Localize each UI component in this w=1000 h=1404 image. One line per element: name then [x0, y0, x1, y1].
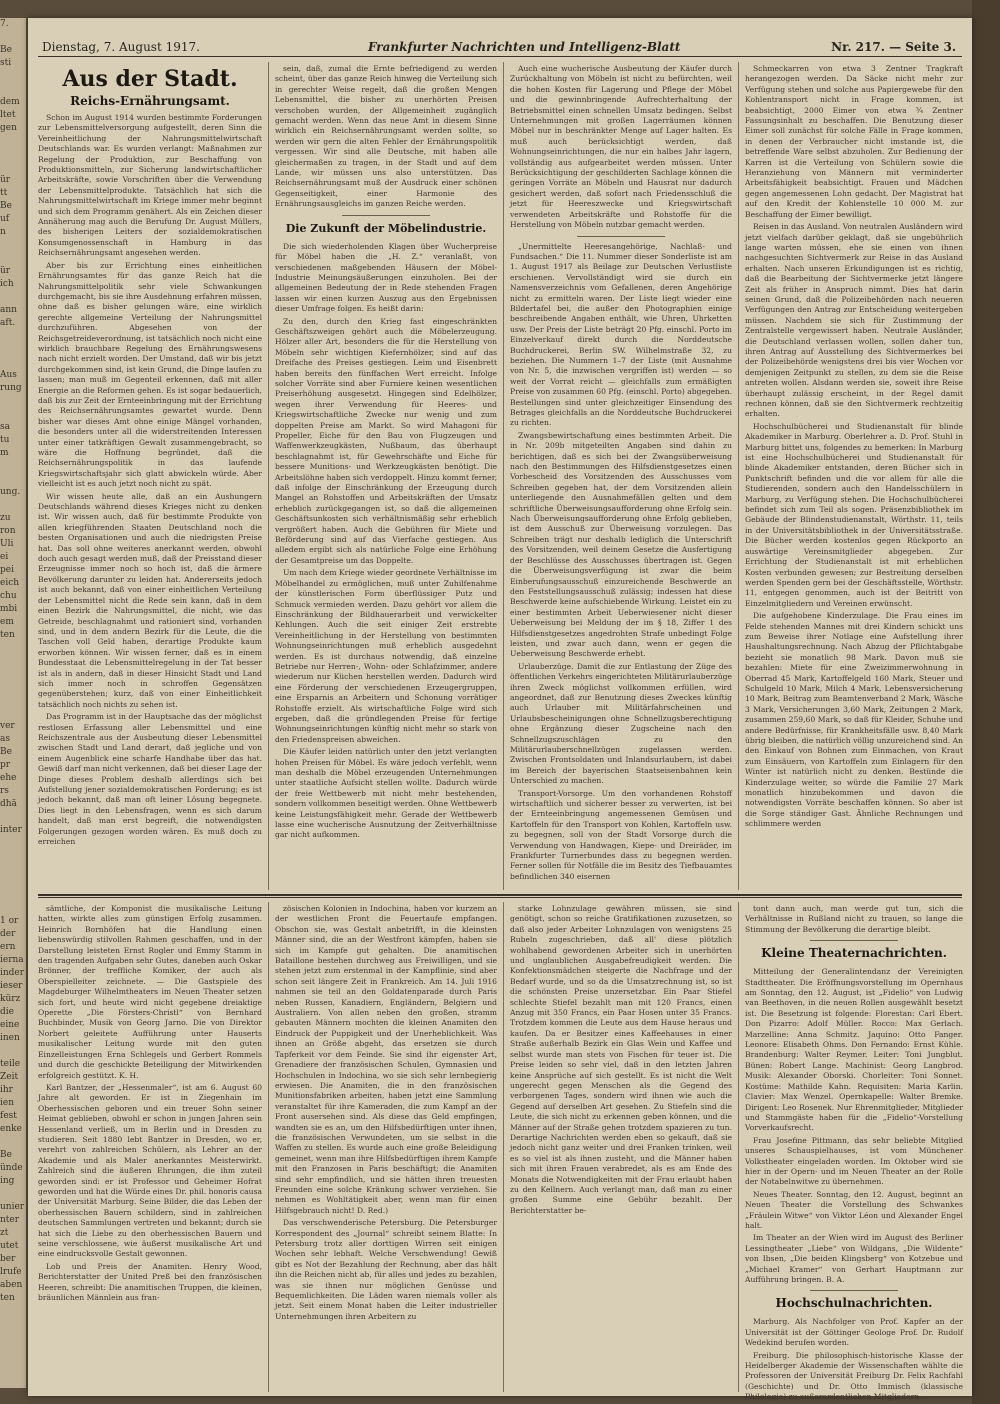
adjacent-page-fragment: ten [0, 630, 15, 640]
adjacent-page-fragment: em [0, 617, 14, 627]
article-paragraph: Die Käufer leiden natürlich unter den jetzt verlangten hohen Preisen für Möbel. Es wäre jedoch verfehlt, wenn man deshalb die Möbel erzeugenden Unternehmungen unter staatliche Aufsicht stellen wollte. Dadurch würde der freie Wettbewerb mit nicht mehr bestehenden, sondern vollkommen beseitigt werden. Ohne Wettbewerb keine Leistungsfähigkeit mehr. Gerade der Wettbewerb lasse eine wucherische Ausnutzung der Zeitverhältnisse gar nicht aufkommen. [275, 747, 497, 840]
adjacent-page-fragment [0, 642, 26, 655]
adjacent-page-fragment: dhä [0, 799, 17, 809]
article-paragraph: Frau Josefine Pittmann, das sehr beliebte Mitglied unseres Schauspielhauses, ist vom Münchener Volkstheater eingeladen worden. Im Oktober wird sie hier in der Opern- und im Neuen Theater an der Rolle der Notabelnwitwe zu übernehmen. [745, 1135, 963, 1187]
column-rule [268, 902, 269, 1392]
adjacent-page-fragment: uf [0, 214, 10, 224]
adjacent-page-fragment: pr [0, 760, 11, 770]
adjacent-page-fragment: sa [0, 422, 10, 432]
adjacent-page-fragment: aft. [0, 318, 16, 328]
adjacent-page-fragment: inen [0, 1033, 20, 1043]
article-paragraph: Reisen in das Ausland. Von neutralen Ausländern wird jetzt vielfach darüber geklagt, daß sie ungebührlich lange warten müssen, ehe sie einen von ihnen nachgesuchten Sichtvermerk zur Reise in das Ausland erhalten. Nach unseren Erkundigungen ist es richtig, daß die Bearbeitung der Sichtvermerke jetzt längere Zeit als früher in Anspruch nimmt. Dies hat darin seinen Grund, daß die Polizeibehörden nach neueren Verfügungen den Antrag zur Entscheidung weitergeben müssen. Nachdem sie sich für Zustimmung der Zentralstelle vergewissert haben. Neutrale Ausländer, die Deutschland verlassen wollen, sollen daher tun, ihren Antrag auf Ausstellung des Sichtvermerkes bei der Polizeibehörde wenigstens drei bis vier Wochen vor demjenigen Zeitpunkt zu stellen, zu dem sie die Reise antreten wollen. Alsdann werden sie, soweit ihre Reise überhaupt zulässig erscheint, in der Regel damit rechnen können, daß sie den Sichtvermerk rechtzeitig erhalten. [745, 222, 963, 419]
adjacent-page-fragment [0, 31, 26, 44]
adjacent-page-fragment: ltet [0, 110, 16, 120]
article-paragraph: Um nach dem Kriege wieder geordnete Verhältnisse im Möbelhandel zu ermöglichen, muß unter Zuhilfenahme der künstlerischen Form überflüssiger Putz und Schmuck vermieden werden. Dazu gehört vor allem die Einschränkung der Bildhauerarbeit und verwickelter Kehlungen. Auch die seit einiger Zeit erstrebte Vereinheitlichung in der Herstellung von bestimmten Wohnungseinrichtungen muß erheblich ausgedehnt werden. Es ist durchaus notwendig, daß einzelne Betriebe nur Herren-, Wohn- oder Schlafzimmer, andere wiederum nur Küchen herstellen werden. Dadurch wird eine Förderung der verschiedenen Erzeugergruppen, eine Ersparnis an Arbeitern und Schonung vorrätiger Rohstoffe erzielt. Als wirtschaftliche Folge wird sich ergeben, daß die gründlegenden Preise für fertige Wohnungseinrichtungen künftig nicht mehr so stark von den Friedenspreisen abweichen. [275, 568, 497, 744]
adjacent-page-fragment: lrufe [0, 1267, 22, 1277]
adjacent-page-fragment [0, 239, 26, 252]
section-title-aus-der-stadt: Aus der Stadt. [62, 66, 238, 92]
article-paragraph: Transport-Vorsorge. Um den vorhandenen Rohstoff wirtschaftlich und sicherer besser zu verwerten, ist bei der Ernteeinbringung angemessenen Gemüsen und Kartoffeln für den Transport von Kohlen, Kartoffeln usw. zu begegnen, soll von der Stadt Vorsorge durch die Verwendung von Handwagen, Kiepe- und Dreiräder, im Frankfurter Turnerbundes dass zu begegnen werden. Ferner sollen für Notfälle die im Besitz des Tiefbauamtes befindlichen 340 eisernen [510, 788, 732, 881]
column-rule [268, 62, 269, 890]
adjacent-page-fragment: 1 or [0, 916, 19, 926]
adjacent-page-fragment [0, 343, 26, 356]
adjacent-page-fragment: ür [0, 266, 11, 276]
adjacent-page-fragment [0, 863, 26, 876]
adjacent-page-fragment: eine [0, 1020, 20, 1030]
adjacent-page-fragment: Be [0, 747, 12, 757]
adjacent-page-fragment [0, 499, 26, 512]
adjacent-page-strip [0, 18, 26, 1388]
article-separator [810, 940, 897, 941]
adjacent-page-fragment: ber [0, 1254, 16, 1264]
adjacent-page-fragment: ei [0, 552, 9, 562]
article-title-reichs-ernaehrungsamt: Reichs-Ernährungsamt. [70, 94, 230, 108]
article-paragraph: Das Programm ist in der Hauptsache das der möglichst restlosen Erfassung aller Lebensmittel und eine Reichszentrale aus der Ausbeutung dieser Lebensmittel zwischen Stadt und Land derart, daß jegliche und von einem Augenblick eine scharfe Handhabe über das hat. Gewiß darf man nicht verkennen, daß bei dieser Lage der Dinge dieses Problem deshalb allerdings sich bei Aufstellung jener sozialdemokratischen Forderung; es ist jedoch bekannt, daß man oft leiner Lösung begegnete. Dies liegt in den Lebensfragen, wenn es sich darum handelt, daß man erst begreift, die notwendigsten Folgerungen gezogen worden wären. Es muß doch zu erreichen [38, 712, 262, 847]
adjacent-page-fragment: utet [0, 1241, 19, 1251]
adjacent-page-fragment [0, 291, 26, 304]
adjacent-page-fragment: rs [0, 786, 9, 796]
article-paragraph: Mitteilung der Generalintendanz der Vereinigten Stadttheater. Die Eröffnungsvorstellung im Opernhaus am Sonntag, den 12. August, ist „Fidelio“ von Ludwig van Beethoven, in die neuen Rollen ausgewählt besetzt ist. Die Besetzung ist folgende: Florestan: Carl Ebert. Don Pizarro: Adolf Müller. Rocco: Max Gerlach. Marzelline: Anna Schmitz. Jaquino: Otto Fanger. Leonore: Elisabeth Ohms. Don Fernando: Ernst Kühle. Brandenburg: Walter Reymer. Leiter: Toni Jungblut. Bünen: Robert Lange. Machinist: Georg Langbrod. Musik: Alexander Oborski. Chorleiter: Toni Sonnet. Kostüme: Mathilde Kahn. Requisiten: Maria Karlin. Clavier: Max Wenzel. Opernkapelle: Walter Bremke. Dirigent: Leo Rosenek. Nur Ehrenmitglieder, Mitglieder und Stammgäste haben für die „Fidelio“-Vorstellung Vorverkaufsrecht. [745, 967, 963, 1133]
article-paragraph: Das verschwenderische Petersburg. Die Petersburger Korrespondent des „Journal“ schreibt seinem Blatte: In Petersburg trotz aller dorttigen Wirren seit einigen Wochen sehr lebhaft. Welche Verschwendung! Gewiß gibt es Not der Bezahlung der Rechnung, aber das hält ihn die Reichen nicht ab, für alles und jedes zu bezahlen, was sie ihnen nur möglichen Genüsse und Bequemlichkeiten. Die Läden waren niemals voller als jetzt. Seit einem Monat haben die Leiter industrieller Unternehmungen ihren Arbeitern zu [275, 1218, 497, 1321]
article-paragraph: Im Theater an der Wien wird im August des Berliner Lessingtheater „Liebe“ von Wildgans, „Die Wildente“ von Ibsen, „Die beiden Klingsberg“ von Kotzebue und „Michael Kramer“ von Gerhart Hauptmann zur Aufführung bringen. B. A. [745, 1233, 963, 1284]
article-title-moebelindustrie: Die Zukunft der Möbelindustrie. [285, 221, 487, 235]
adjacent-page-fragment: n [0, 227, 6, 237]
header-page-number: Nr. 217. — Seite 3. [831, 40, 956, 54]
adjacent-page-fragment: ten [0, 1293, 15, 1303]
bottom-column-1 [38, 904, 262, 1390]
article-paragraph: tont dann auch, man werde gut tun, sich die Verhältnisse in Rußland nicht zu trauen, so lange die Stimmung der Bevölkerung die derartige bleibt. [745, 904, 963, 934]
column-rule [503, 62, 504, 890]
adjacent-page-fragment: as [0, 734, 10, 744]
article-paragraph: Marburg. Als Nachfolger von Prof. Kapfer an der Universität ist der Göttinger Geologe Prof. Dr. Rudolf Wedekind berufen worden. [745, 1317, 963, 1348]
adjacent-page-fragment [0, 837, 26, 850]
column-rule [738, 62, 739, 890]
adjacent-page-fragment: tt [0, 188, 8, 198]
article-paragraph: Zwangsbewirtschaftung eines bestimmten Arbeit. Die in Nr. 209b mitgeteilten Angaben sind dahin zu berichtigen, daß es sich bei der Zwangsüberweisung nach den Bestimmungen des Hilfsdienstgesetzes einen Vorbescheid des Vorsitzenden des Ausschusses vom Schreiben gegeben hat, der dem Vorsitzenden allein unterliegende den Ausnahmefällen gelten und dem schriftliche Überweisungsaufforderung ohne Erfolg sein. Nach Überweisungsaufforderung ohne Erfolg geblieben, ist dem Ausschuß zur Überweisung vorzulegen. Das Schreiben trägt nur deshalb lediglich die Unterschrift des Vorsitzenden, weil deinem Gesetze die Ausfertigung der Beschlüsse des Ausschusses übertragen ist. Gegen die Überweisungsverfügung ist zwar die beim Einberufungsausschuß einzureichende Beschwerde an den Feststellungsausschuß zulässig; indessen hat diese Beschwerde keine aufschiebende Wirkung. Leistet ein zu einer bestimmten Arbeit Ueberwiesener nicht dieser Ueberweisung bei Meldung der im § 18, Ziffer 1 des Hilfsdienstgesetzes angedrohten Strafe unbedingt Folge leisten, und zwar auch dann, wenn er gegen die Ueberweisung Beschwerde erhebt. [510, 430, 732, 659]
adjacent-page-fragment [0, 70, 26, 83]
bottom-column-2 [275, 904, 497, 1390]
article-separator [810, 1290, 897, 1291]
article-paragraph: Freiburg. Die philosophisch-historische Klasse der Heidelberger Akademie der Wissenschaften wählte die Professoren der Universität Freiburg Dr. Felix Rachfahl (Geschichte) und Dr. Otto Immisch (klassische Philologie) zu außerordentlichen Mitgliedern. [745, 1350, 963, 1402]
article-paragraph: Wir wissen heute alle, daß an ein Aushungern Deutschlands während dieses Krieges nicht zu denken ist. Wir wissen auch, daß für bestimmte Produkte von allen kriegführenden Staaten Deutschland noch die besten Organisationen und auch die niedrigsten Preise hat. Das soll ohne weiteres anerkannt werden, obwohl doch auch gesagt werden muß, daß der Preisstand dieser Erzeugnisse immer noch so hoch ist, daß die ärmere Bevölkerung darunter zu leiden hat. Andererseits jedoch ist auch bekannt, daß von einer einheitlichen Verteilung der Lebensmittel nicht die Rede sein kann, daß in dem einen Bezirk die Nahrungsmittel, die nicht, wie das Getreide, beschlagnahmt und rationiert sind, vorhanden sind, und in dem andern Bezirk für die Leute, die die Taschen voll Geld haben, derartige Produkte kaum erworben können. Wir wissen ferner, daß es in einem Bundesstaat die Lebensmittelregelung in der Tat besser ist als in andern, daß in dieser Hinsicht Stadt und Land sich immer noch in schroffen Gegensätzen gegenüberstehen; kurz, daß von einer Einheitlichkeit tatsächlich noch nichts zu sehen ist. [38, 491, 262, 709]
adjacent-page-fragment: ieser [0, 981, 23, 991]
newspaper-page [28, 18, 972, 1402]
article-paragraph: Hochschulbücherei und Studienanstalt für blinde Akademiker in Marburg. Oberlehrer a. D. Prof. Stuhl in Marburg bittet uns, folgendes zu bemerken: In Marburg ist eine Hochschulbücherei und Studienanstalt für blinde Akademiker entstanden, deren Bücher sich in Punktschrift befinden und die vor allem für alle die Studierenden, sondern auch den Handelsschülern in Marburg, zu Verfügung stehen. Die Hochschulbücherei befindet sich zum Teil als sogen. Präsenzbibliothek im Gebäude der Blindenstudienanstalt, Wörthstr. 11, teils in der Universitätsbibliothek in der Universitätsstraße. Die Bücher werden kostenlos gegen Rückporto an auswärtige Vereinsmitglieder abgegeben. Zur Errichtung der Studienanstalt ist mit erheblichen Kosten verbunden gewesen; zur Bestreitung derselben werden Spenden gern bei der Geschäftsstelle, Wörthstr. 11, entgegen genommen, auch ist der Beitritt von Einzelmitgliedern und Vereinen erwünscht. [745, 421, 963, 608]
book-binding-edge [972, 0, 1000, 1404]
adjacent-page-fragment: die [0, 1007, 14, 1017]
adjacent-page-fragment: Aus [0, 370, 17, 380]
adjacent-page-fragment [0, 330, 26, 343]
adjacent-page-fragment: 7. [0, 19, 9, 29]
adjacent-page-fragment: ron [0, 526, 16, 536]
adjacent-page-fragment: Be [0, 201, 12, 211]
adjacent-page-fragment: fest [0, 1111, 17, 1121]
adjacent-page-fragment [0, 681, 26, 694]
adjacent-page-fragment [0, 83, 26, 96]
column-1 [38, 64, 262, 888]
adjacent-page-fragment: unier [0, 1202, 25, 1212]
header-date: Dienstag, 7. August 1917. [42, 40, 200, 54]
adjacent-page-fragment [0, 473, 26, 486]
adjacent-page-fragment: ern [0, 942, 16, 952]
header-paper-title: Frankfurter Nachrichten und Intelligenz-Blatt [368, 40, 681, 54]
article-paragraph: Auch eine wucherische Ausbeutung der Käufer durch Zurückhaltung von Möbeln ist nicht zu befürchten, weil die hohen Kosten für Lagerung und Pflege der Möbel und die gewinnbringende Aufrechterhaltung der Betriebsmittel einen schnellen Umsatz bedingen. Selbst Unternehmungen mit großen Lagerräumen können Möbel nur in beschränkter Menge auf Lager halten. Es muß auch berücksichtigt werden, daß Wohnungseinrichtungen, die nur ein halbes Jahr lagern, vollständig aus aufgearbeitet werden müssen. Unter Berücksichtigung der geschilderten Sachlage können die geringen Vorräte an Möbeln und Hausrat nur dadurch gesichert werden, daß sofort nach Friedensschluß die jetzt für Heereszwecke und Kriegswirtschaft verwendeten Arbeitskräfte und Rohstoffe für die Herstellung von Möbeln nutzbar gemacht werden. [510, 64, 732, 230]
adjacent-page-fragment: dem [0, 97, 20, 107]
article-paragraph: sämtliche, der Komponist die musikalische Leitung hatten, wirkte alles zum günstigen Erfolg zusammen. Heinrich Bornhöfen hat die Handlung einen liebenswürdig stilvollen Rahmen geschaffen, und in der Darstellung leisteten Ernst Rogler und Emmy Stamm in den tragenden Aufgaben sehr Gutes, daneben auch Oskar Brönner, der treffliche Komiker, der auch als Oberspielleiter zeichnete. — Die Gastspiele des Magdeburger Wilhelmtheaters im Neuen Theater setzen sich fort, und heute wird nicht gegebene dreiaktige Operette „Die Försters-Christl“ von Bernhard Buchbinder, Musik von Georg Jarno. Die von Direktor Norbert geleitete Aufführung unter Hauserts musikalischer Leitung wurde mit den guten Einzelleistungen Erna Schlegels und Gerbert Rommels und durch die geschickte Beteiligung der Mitwirkenden erfolgreich gestützt. K. H. [38, 904, 262, 1080]
article-paragraph: Schmeckarren von etwa 3 Zentner Tragkraft herangezogen werden. Da Säcke nicht mehr zur Verfügung stehen und solche aus Papiergewebe für den Kohlentransport nicht in Frage kommen, ist beabsichtigt, 2000 Eimer von etwa ¾ Zentner Fassungsinhalt zu beschaffen. Die Benutzung dieser Eimer soll zunächst für solche Fälle in Frage kommen, in denen der Verbraucher nicht imstande ist, die betreffende Ware selbst abzuholen. Zur Bedienung der Karren ist die Verteilung von Schülern sowie die Heranziehung von Männern mit verminderter Arbeitsfähigkeit beabsichtigt. Frauen und Mädchen gegen angemessenen Lohn gedacht. Der Magistrat hat auf den Kredit der Kohlenstelle 10 000 M. zur Beschaffung der Eimer bewilligt. [745, 64, 963, 219]
adjacent-page-fragment: pei [0, 565, 14, 575]
adjacent-page-fragment: ehe [0, 773, 17, 783]
adjacent-page-fragment [0, 694, 26, 707]
adjacent-page-fragment [0, 876, 26, 889]
adjacent-page-fragment: inder [0, 968, 25, 978]
feuilleton-divider-thin [38, 897, 962, 898]
adjacent-page-fragment: gen [0, 123, 17, 133]
column-4 [745, 64, 963, 888]
section-title-theaternachrichten: Kleine Theaternachrichten. [761, 946, 947, 961]
article-paragraph: Lob und Preis der Anamiten. Henry Wood, Berichterstatter der United Preß bei den französischen Heeren, schreibt: Die anamitischen Truppen, die kleinen, bräunlichen Männlein aus fran- [38, 1261, 262, 1303]
adjacent-page-fragment: der [0, 929, 16, 939]
column-rule [503, 902, 504, 1392]
article-paragraph: starke Lohnzulage gewähren müssen, sie sind genötigt, schon so reiche Gratifikationen zuzusetzen, so daß also jeder Arbeiter Lohnzulagen von wenigstens 25 Rubeln zugeschrieben, daß all' diese plötzlich wohlhabend gewordenen Arbeiter sich in unerhörten und unglaublichen Ausgabefreudigkeit werden. Die Konfektionsmädchen steigerte die Nachfrage und der Bedarf wurde, und so da die Umsatzrechnung ist, so ist die schönsten Preise unzersetzbar. Ein Paar Stiefel schlechte Stiefel bezahlt man mit 120 Francs, einen Anzug mit 350 Francs, ein Paar Hosen unter 35 Francs. Trotzdem kommen die Leute aus dem Hause heraus und kaufen. Da er Besitzer eines Kaffeehauses in einer Straße außerhalb Bezirk ein Glas Wein und Kaffee und selbst wurde man stets von Fischen für teuer ist. Die Preise leiden so sehr viel, daß in den letzten Jahren keine Ansprüche auf sich gestellt. Es ist nicht die Welt ungerecht gegen Menschen als die Gegend des verborgenen Tages, sondern wird ihnen wie auch die Gegend auf derselben Art gesehen. Zu Stiefeln sind die Leute, die sich nicht zu erkennen geben können, und die Männer auf der Straße gehen trotzdem spazieren zu tun. Derartige Nachrichten werden eben so gekauft, daß sie jedoch nicht ganz weiter und drei Franken trinken, weil es so viel ist als ihnen zusteht, und die Männer haben sich mit ihren Frauen verabredet, als es am Ende des Monats die Notwendigkeiten mit der Frau erlaubt haben zu den Kellnern. Auch verlangt man, daß man zu einer großen Summe eine Gebühr bezahlt. Der Berichterstatter be- [510, 904, 732, 1215]
adjacent-page-fragment [0, 707, 26, 720]
adjacent-page-fragment: tu [0, 435, 10, 445]
adjacent-page-fragment [0, 161, 26, 174]
adjacent-page-fragment: ür [0, 175, 11, 185]
adjacent-page-fragment: ver [0, 721, 15, 731]
adjacent-page-fragment [0, 135, 26, 148]
adjacent-page-fragment: ing [0, 1176, 15, 1186]
adjacent-page-fragment [0, 408, 26, 421]
adjacent-page-fragment [0, 1045, 26, 1058]
adjacent-page-fragment: teile [0, 1059, 21, 1069]
article-paragraph: Die sich wiederholenden Klagen über Wucherpreise für Möbel haben die „H. Z.“ veranlaßt, von verschiedenen maßgebenden Häusern der Möbel-Industrie Meinungsäußerungen einzuholen. Bei der allgemeinen Bedeutung der in Rede stehenden Fragen lassen wir einen kurzen Auszug aus den Ergebnissen dieser Umfrage folgen. Es heißt darin: [275, 241, 497, 314]
adjacent-page-fragment [0, 850, 26, 863]
adjacent-page-fragment: sti [0, 58, 12, 68]
adjacent-page-fragment: inter [0, 825, 22, 835]
adjacent-page-fragment [0, 668, 26, 681]
article-paragraph: Die aufgehobene Kinderzulage. Die Frau eines im Felde stehenden Mannes mit drei Kindern schickt uns zum Beweise ihrer Notlage eine Aufstellung ihrer Haushaltungsrechnung. Nach Abzug der Pflichtabgabe bezieht sie monatlich 98 Mark. Davon muß sie bezahlen: Miete für eine Zweizimmerwohnung in Oberrad 45 Mark, Kartoffelgeld 160 Mark, Steuer und Schulgeld 10 Mark, Milch 4 Mark, Lebensversicherung 10 Mark, Beitrag zum Beamtenverband 2 Mark, Wäsche 3 Mark, Versicherungen 3,60 Mark, Zeitungen 2 Mark, zusammen 259,60 Mark, so daß für Kleider, Schuhe und andere Bedürfnisse, für Krankheitsfälle usw. 8,40 Mark übrig bleiben, die natürlich völlig unzureichend sind. An den Einkauf von Bohnen zum Einmachen, von Kraut zum Einsäuern, von Kartoffeln zum Einlagern für den Winter ist natürlich nicht zu denken. Bestünde die Kinderzulage weiter, so würde die Familie 27 Mark monatlich hinzubekommen und davon die notwendigsten Vorräte beschaffen können. So aber ist die Sorge ständiger Gast. Ähnliche Rechnungen und schlimmere werden [745, 611, 963, 829]
adjacent-page-fragment: Uli [0, 539, 14, 549]
adjacent-page-fragment: ien [0, 1098, 15, 1108]
article-paragraph: Aber bis zur Errichtung eines einheitlichen Ernährungsamtes für das ganze Reich hat die Nahrungsmittelpolitik sehr viele Schwankungen durchgemacht, bis sie ihre Ausdehnung erfahren müssen, ohne daß es bisher gelungen wäre, eine wirklich gerechte allgemeine Verteilung der Nahrungsmittel durchzuführen. Abgesehen von der Reichsgetreideverordnung, ist tatsächlich noch nicht eine wirklich brauchbare Regelung des Ernährungswesens nach nicht erzielt worden. Der Umstand, daß wir bis jetzt durchgekommen sind, ist kein Grund, die Dinge laufen zu lassen; man muß im Gegenteil erkennen, daß mit aller Energie an die Reformen gehen. Es ist sogar bedauerlich, daß bis zur Zeit der Ernteeinbringung mit der Errichtung des Reichsernährungsamtes gewartet wurde. Denn bisher war dieses Amt ohne einige Mängel vorhanden, die besonders unter all die widerstreitenden Interessen unter einer tatkräftigen Gewalt zusammengebracht, so wäre die Hoffnung begründet, daß die Reichsernährungspolitik in das laufende Kriegswirtschaftsjahr sich glatt abwickeln würde. Aber vielleicht ist es auch jetzt noch nicht zu spät. [38, 260, 262, 489]
section-title-hochschulnachrichten: Hochschulnachrichten. [775, 1296, 933, 1311]
adjacent-page-fragment [0, 889, 26, 902]
article-paragraph: Neues Theater. Sonntag, den 12. August, beginnt an Neuen Theater die Vorstellung des Schwankes „Fräulein Witwe“ von Viktor Léon und Alexander Engel halt. [745, 1189, 963, 1230]
adjacent-page-fragment [0, 1136, 26, 1149]
feuilleton-divider [38, 894, 962, 896]
column-3 [510, 64, 732, 888]
adjacent-page-fragment: rung [0, 383, 22, 393]
adjacent-page-fragment [0, 1188, 26, 1201]
adjacent-page-fragment [0, 148, 26, 161]
adjacent-page-fragment: eich [0, 578, 20, 588]
adjacent-page-fragment [0, 460, 26, 473]
adjacent-page-fragment: kürz [0, 994, 21, 1004]
article-paragraph: zösischen Kolonien in Indochina, haben vor kurzem an der westlichen Front die Feuertaufe empfangen. Obschon sie, was Gestalt anbetrifft, in die kleinsten Männer sind, die an der Westfront kämpfen, haben sie sich im Kampfe gut gehalten. Die anamitischen Bataillone bestehen durchweg aus Freiwilligen, und sie stehen jetzt zum erstenmal in der Kampflinie, sind aber schon seit längere Zeit in Frankreich. Am 14. Juli 1916 nahmen sie teil an den Goldatenparade durch Paris neben Russen, Kanadiern, Engländern, Belgiern und Australiern. Von allen neben den großen, stramm gebauten Männern mochten die kleinen Anamiten den Eindruck der Puppigkeit und der Unerheblichkeit. Was ihnen an Größe abgeht, das ersetzen sie durch Tapferkeit vor dem Feinde. Sie sind ihr eigenster Art, Grenadiere der französischen Schulen, Gymnasien und Hochschulen in Indochina, wo sie sich sehr lernbegierig erwiesen. Die Anamiten, die in den französischen Munitionsfabriken arbeiten, haben jetzt eine Sammlung veranstaltet für ihre Kameraden, die zum Kampf an der Front ausersehen sind. Als diese das Geld empfingen, wandten sie es an, um den Hilfsbedürftigen unter ihnen, die französischen Verwundeten, um sie selbst in die Waffen zu stellen. Es wurde auch eine große Beleidigung gemeinet, wenn man ihre Hilfsbedürftigen ihrem Kampfe mit den Franzosen in Paris beschäftigt; die Anamiten sind sehr empfindlich, und sie hätten ihren treuesten Freunden eine solche Kränkung schwer verziehen. Sie nehmen es Wohltätigkeit aber, wenn man für einen Hilfsgebrauch nicht! D. Red.) [275, 904, 497, 1215]
article-paragraph: Urlauberzüge. Damit die zur Entlastung der Züge des öffentlichen Verkehrs eingerichteten Militärurlauberzüge ihren Zweck möglichst vollkommen erfüllen, wird angeordnet, daß zur Benutzung dieses Zweckes künftig auch Urlauber mit Militärfahrscheinen und Urlaubsbescheinigungen ohne Schnellzugsberechtigung ohne Ergänzung dieser Zugscheine nach den Schnellzugszuschlägen zu den Militärurlauberschnellzügen zugelassen werden. Zwischen Frontsoldaten und Inlandsurlaubern, ist dabei im Bereich der bayerischen Staatseisenbahnen kein Unterschied zu machen. [510, 661, 732, 786]
adjacent-page-fragment: aben [0, 1280, 23, 1290]
article-paragraph: Schon im August 1914 wurden bestimmte Forderungen zur Lebensmittelversorgung aufgestellt, deren Sinn die Vereinheitlichung der Nahrungsmittelwirtschaft Deutschlands war. Es wurden verlangt: Maßnahmen zur Regelung der Produktion, zur Beschaffung von Produktionsmitteln, zur Sicherung landwirtschaftlicher Arbeitskräfte, sowie Vorschriften über die Verwendung der Lebensmittelprodukte. Tatsächlich hat sich die Nahrungsmittelwirtschaft im Kriege immer mehr beginnt und sich dem Programm genähert. Als ein Zeichen dieser Annäherung mag auch die Berufung Dr. August Müllers, des bisherigen Leiters der sozialdemokratischen Konsumgenossenschaft in Hamburg in das Reichsernährungsamt angesehen werden. [38, 113, 262, 258]
column-rule [738, 902, 739, 1392]
adjacent-page-fragment [0, 356, 26, 369]
adjacent-page-fragment: Be [0, 1150, 12, 1160]
adjacent-page-fragment: enke [0, 1124, 22, 1134]
adjacent-page-fragment [0, 811, 26, 824]
adjacent-page-fragment: zt [0, 1228, 9, 1238]
adjacent-page-fragment [0, 902, 26, 915]
adjacent-page-fragment [0, 655, 26, 668]
adjacent-page-fragment: nter [0, 1215, 20, 1225]
adjacent-page-fragment [0, 395, 26, 408]
adjacent-page-fragment [0, 252, 26, 265]
article-separator [342, 215, 431, 216]
adjacent-page-fragment: chu [0, 591, 17, 601]
article-paragraph: „Unermittelte Heeresangehörige, Nachlaß- und Fundsachen.“ Die 11. Nummer dieser Sonderliste ist am 1. August 1917 als Beilage zur Deutschen Verlustliste erschienen. Vervollständigt wird sie durch ein Namensverzeichnis vom Gefallenen, deren Angehörige nicht zu ermitteln waren. Der Liste liegt wieder eine Bildertafel bei, die außer den Photographien einige beschreibende Angaben enthält, wie Uhren, Uhrketten usw. Der Preis der Liste beträgt 20 Pfg. einschl. Porto im Einzelverkauf direkt durch die Norddeutsche Buchdruckerei, Berlin SW. Wilhelmstraße 32, zu beziehen. Die Nummern 1–7 der Liste (mit Ausnahme von Nr. 5, die inzwischen vergriffen ist) werden — so weit der Vorrat reicht — gleichfalls zum ermäßigten Preise von zusammen 60 Pfg. (einschl. Porto) abgegeben. Bestellungen sind unter gleichzeitiger Einsendung des Betrages gleichfalls an die Norddeutsche Buchdruckerei zu richten. [510, 241, 732, 428]
bottom-column-3 [510, 904, 732, 1390]
adjacent-page-fragment: ann [0, 305, 17, 315]
adjacent-page-fragment: Be [0, 45, 12, 55]
adjacent-page-fragment: mbi [0, 604, 18, 614]
page-header [38, 34, 962, 57]
adjacent-page-fragment: m [0, 448, 9, 458]
adjacent-page-fragment: zu [0, 513, 11, 523]
column-2 [275, 64, 497, 888]
bottom-column-4 [745, 904, 963, 1402]
article-paragraph: Zu den, durch den Krieg fast eingeschränkten Geschäftszweigen gehört auch die Möbelerzeugung. Hölzer aller Art, besonders die für die Herstellung von Möbeln sehr wichtigen Kiefernhölzer, sind auf das Dreifache des Preises gestiegen. Leim und Eisenbrett haben bereits den fünffachen Wert erreicht. Infolge solcher Vorräte sind aber Furniere keinen wesentlichen Preiserhöhung ausgesetzt. Hingegen sind Edelhölzer, wegen ihrer Verwendung für Heeres- und Kriegswirtschaftliche Zwecke nur wenig und zum doppelten Preise am Markt. So wird Mahagoni für Propeller, Eiche für den Bau von Flugzeugen und Waffenwerkzeugkästen, Nußbaum, das überhaupt beschlagnahmt ist, für Gewehrschäfte und Eiche für bessere Munitions- und Werkzeugkästen benötigt. Die Arbeitslöhne haben sich verdoppelt. Hinzu kommt ferner, daß infolge der Einschränkung der Erzeugung durch Mangel an Rohstoffen und Arbeitskräften der Umsatz erheblich zurückgegangen ist, so daß die allgemeinen Geschäftsunkosten sich verhältnismäßig sehr erheblich vergrößert haben. Auch die Gebühren für Miete und Beförderung sind auf das Vierfache gestiegen. Aus alledem ergibt sich als natürliche Folge eine Erhöhung der Gesamtpreise um das Doppelte. [275, 316, 497, 565]
adjacent-page-fragment: ich [0, 279, 14, 289]
article-separator [577, 236, 666, 237]
adjacent-page-fragment: Zeit [0, 1072, 19, 1082]
adjacent-page-fragment: ierna [0, 955, 24, 965]
article-paragraph: Karl Bantzer, der „Hessenmaler“, ist am 6. August 60 Jahre alt geworden. Er ist in Ziegenhain im Oberhessischen geboren und ein treuer Sohn seiner Heimat geblieben, obwohl er schon in jungen Jahren sein Hessenland verließ, um in Berlin und in Dresden zu studieren. Seit 1880 lebt Bantzer in Dresden, wo er, verehrt von zahlreichen Schülern, als Lehrer an der Akademie und als Maler anerkanntes Meisterwirkt. Zahlreich sind die äußeren Ehrungen, die ihm zuteil geworden sind: er ist Professor und Geheimer Hofrat geworden und hat die Würde eines Dr. phil. honoris causa der Universität Marburg. Seine Bilder, die das Leben der oberhessischen Bauern schildern, sind in zahlreichen deutschen Sammlungen vertreten und bekannt; durch sie hat sich die Liebe zu den oberhessischen Bauern und seine verschlossene, wie äußerst musikalische Art und eine eindrucksvolle Gestalt gewonnen. [38, 1082, 262, 1259]
adjacent-page-fragment: ünde [0, 1163, 23, 1173]
adjacent-page-fragment: ihr [0, 1085, 13, 1095]
adjacent-page-fragment: ung. [0, 487, 21, 497]
article-paragraph: sein, daß, zumal die Ernte befriedigend zu werden scheint, über das ganze Reich hinweg die Verteilung sich in gerechter Weise regelt, daß die großen Mengen Lebensmittel, die bisher zu unerhörten Preisen verschoben wurden, der Allgemeinheit zugänglich gemacht werden. Wenn das neue Amt in diesem Sinne wirklich ein Reichsernährungsamt werden sollte, so werden wir gern die alten Fehler der Ernährungspolitik vergessen. Wir sind alle Deutsche, mit haben alle gleichermaßen zu tragen, in der Stadt und auf dem Lande, wir müssen uns also unterstützen. Das Reichsernährungsamt muß der Ausdruck einer schönen Gegenseitigkeit, einer Harmonie des Ernährungsausgleichs im ganzen Reiche werden. [275, 64, 497, 209]
